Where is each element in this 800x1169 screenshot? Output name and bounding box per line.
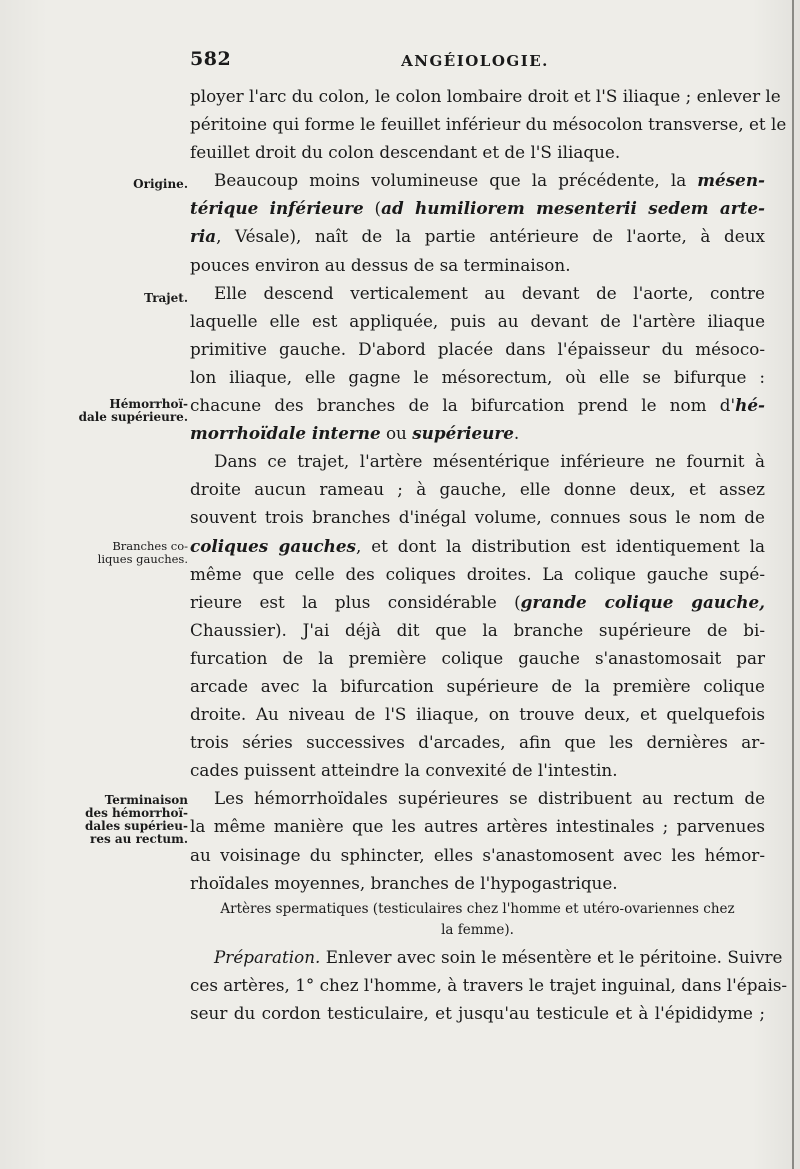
text-line: Elle descend verticalement au devant de l'aorte, contre: [214, 282, 765, 303]
text-line: Beaucoup moins volumineuse que la précédente, la mésen-: [214, 170, 765, 191]
paragraph-terminaison: [190, 784, 765, 896]
text-line: feuillet droit du colon descendant et de l'S iliaque.: [190, 142, 621, 163]
text-line: souvent trois branches d'inégal volume, connues sous le nom de: [190, 507, 765, 528]
margin-note-hemorrhoidale: Hémorrhoï- dale supérieure.: [78, 397, 188, 424]
text-line: rieure est la plus considérable (grande colique gauche,: [190, 591, 765, 612]
text-line: ces artères, 1° chez l'homme, à travers le trajet inguinal, dans l'épais-: [190, 974, 788, 995]
margin-note-trajet: Trajet.: [144, 291, 188, 305]
paragraph-branches: [190, 447, 765, 784]
text-line: Les hémorrhoïdales supérieures se distribuent au rectum de: [214, 788, 765, 809]
text-line: lon iliaque, elle gagne le mésorectum, où elle se bifurque :: [190, 366, 765, 387]
text-line: arcade avec la bifurcation supérieure de la première colique: [190, 675, 765, 696]
paragraph-preparation: [190, 943, 788, 1027]
text-line: térique inférieure (ad humiliorem mesenterii sedem arte-: [190, 198, 765, 219]
body-text: [190, 82, 788, 1027]
text-line: primitive gauche. D'abord placée dans l'épaisseur du mésoco-: [190, 338, 765, 359]
text-line: Préparation. Enlever avec soin le mésentère et le péritoine. Suivre: [214, 946, 783, 967]
page-number: 582: [190, 48, 232, 70]
text-line: au voisinage du sphincter, elles s'anastomosent avec les hémor-: [190, 844, 765, 865]
text-line: furcation de la première colique gauche s'anastomosait par: [190, 647, 765, 668]
text-line: la même manière que les autres artères intestinales ; parvenues: [190, 816, 765, 837]
text-line: droite aucun rameau ; à gauche, elle donne deux, et assez: [190, 479, 765, 500]
text-line: même que celle des coliques droites. La colique gauche supé-: [190, 563, 765, 584]
page-header: [190, 40, 760, 72]
text-line: cades puissent atteindre la convexité de l'intestin.: [190, 760, 618, 781]
text-line: péritoine qui forme le feuillet inférieur du mésocolon transverse, et le: [190, 114, 787, 135]
margin-note-terminaison: Terminaison des hémorrhoï- dales supérieu- res au rectum.: [84, 793, 188, 846]
paragraph-preparation-continued: [190, 82, 787, 166]
text-line: coliques gauches, et dont la distribution est identiquement la: [190, 535, 765, 556]
margin-note-origine: Origine.: [133, 177, 188, 191]
paragraph-origine: [190, 166, 765, 278]
page-edge-line: [792, 0, 794, 1169]
text-line: pouces environ au dessus de sa terminaison.: [190, 254, 571, 275]
text-line: droite. Au niveau de l'S iliaque, on trouve deux, et quelquefois: [190, 704, 765, 725]
text-line: ployer l'arc du colon, le colon lombaire droit et l'S iliaque ; enlever le: [190, 86, 781, 106]
margin-note-branches: Branches co- liques gauches.: [97, 539, 188, 566]
text-line: rhoïdales moyennes, branches de l'hypogastrique.: [190, 872, 618, 893]
subheading-line: la femme).: [441, 921, 514, 938]
running-head: ANGÉIOLOGIE.: [401, 52, 549, 70]
text-line: trois séries successives d'arcades, afin que les dernières ar-: [190, 732, 765, 753]
text-line: laquelle elle est appliquée, puis au devant de l'artère iliaque: [190, 310, 765, 331]
text-line: Chaussier). J'ai déjà dit que la branche supérieure de bi-: [190, 619, 765, 640]
text-line: seur du cordon testiculaire, et jusqu'au testicule et à l'épididyme ;: [190, 1002, 765, 1023]
section-subheading: [190, 899, 765, 941]
text-line: morrhoïdale interne ou supérieure.: [190, 423, 520, 444]
paragraph-trajet: [190, 279, 765, 448]
text-line: chacune des branches de la bifurcation prend le nom d'hé-: [190, 395, 765, 416]
text-line: Dans ce trajet, l'artère mésentérique inférieure ne fournit à: [214, 451, 765, 472]
text-line: ria, Vésale), naît de la partie antérieure de l'aorte, à deux: [190, 226, 765, 247]
subheading-line: Artères spermatiques (testiculaires chez l'homme et utéro-ovariennes chez: [220, 900, 735, 917]
